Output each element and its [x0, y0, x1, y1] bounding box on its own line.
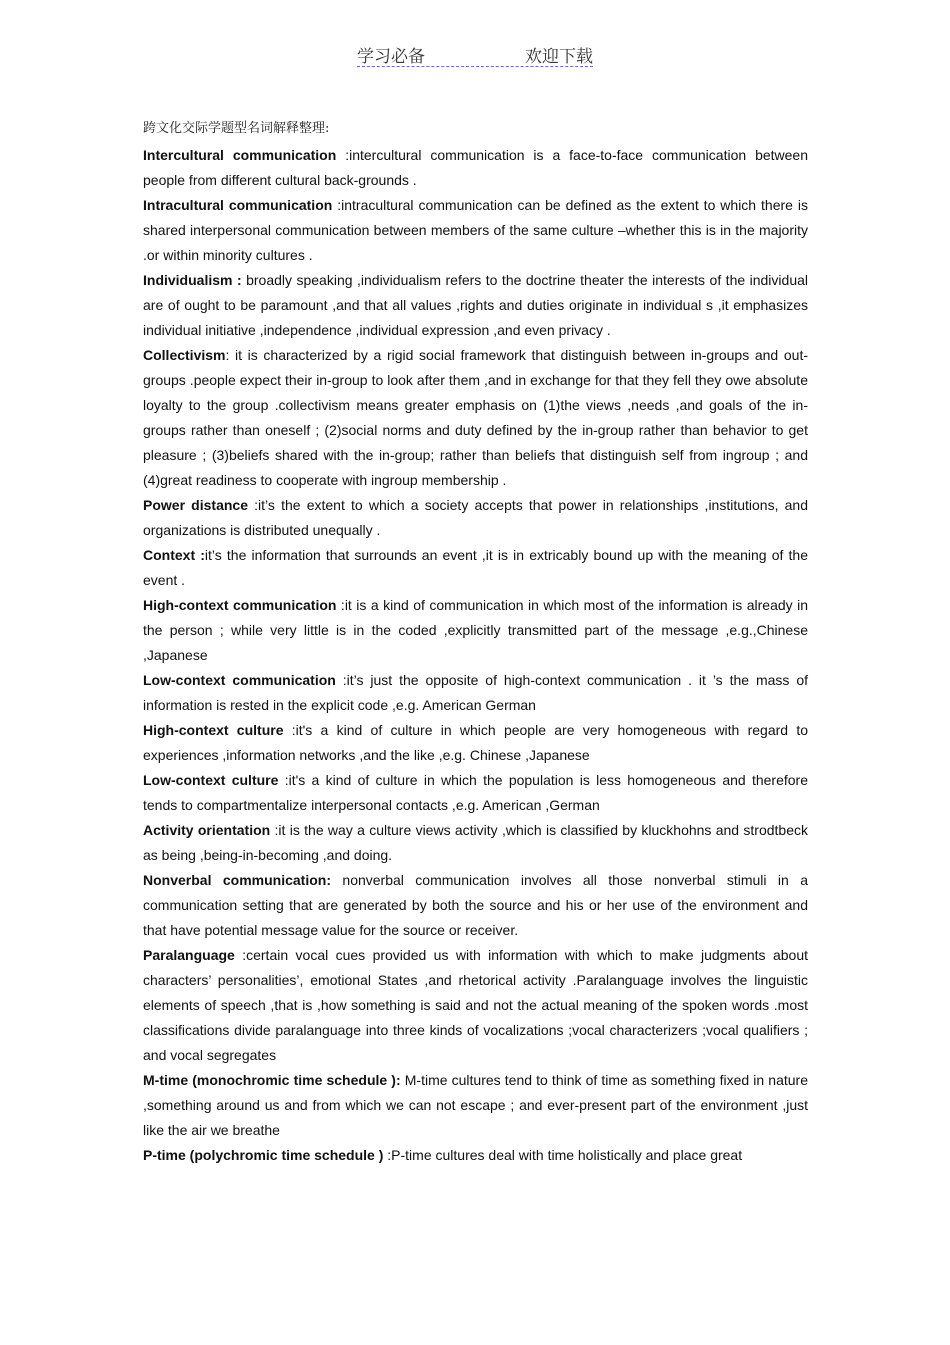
glossary-entry-context [143, 543, 808, 593]
glossary-entry-power-distance [143, 493, 808, 543]
glossary-term: Paralanguage [143, 947, 235, 963]
glossary-definition: it’s the information that surrounds an event ,it is in extricably bound up with the meaning of the event . [143, 547, 808, 588]
glossary-entry-activity-orientation [143, 818, 808, 868]
glossary-entry-high-context-culture [143, 718, 808, 768]
glossary-term: Context : [143, 547, 205, 563]
glossary-term: P-time (polychromic time schedule ) [143, 1147, 384, 1163]
glossary-definition: M-time cultures tend to think of time as something fixed in nature ,something around us and from which we can not escape ; and ever-present part of the environment ,just like the air we breathe [143, 1072, 808, 1138]
glossary-definition: :P-time cultures deal with time holistically and place great [383, 1147, 743, 1163]
glossary-term: Collectivism [143, 347, 226, 363]
glossary-term: Intercultural communication [143, 147, 337, 163]
document-body [143, 116, 808, 1168]
glossary-definition: :intercultural communication is a face-to-face communication between people from different cultural back-grounds . [143, 147, 808, 188]
glossary-definition: :it's a kind of culture in which people are very homogeneous with regard to experiences ,information networks ,and the like ,e.g. Chinese ,Japanese [143, 722, 808, 763]
header-right-text: 欢迎下载 [525, 47, 593, 67]
header-left-text: 学习必备 [357, 47, 425, 67]
glossary-definition: nonverbal communication involves all those nonverbal stimuli in a communication setting that are generated by both the source and his or her use of the environment and that have potential message value for the source or receiver. [143, 872, 809, 938]
page-header [357, 40, 593, 67]
glossary-term: Nonverbal communication: [143, 872, 331, 888]
glossary-definition: :it is the way a culture views activity ,which is classified by kluckhohns and strodtbeck as being ,being-in-becoming ,and doing. [143, 822, 808, 863]
glossary-term: Individualism : [143, 272, 242, 288]
glossary-entry-p-time [143, 1143, 808, 1168]
glossary-definition: :it’s just the opposite of high-context communication . it ’s the mass of information is rested in the explicit code ,e.g. American German [143, 672, 808, 713]
glossary-entry-intracultural-communication [143, 193, 808, 268]
glossary-entry-low-context-culture [143, 768, 808, 818]
glossary-term: Low-context communication [143, 672, 336, 688]
glossary-definition: :it’s the extent to which a society accepts that power in relationships ,institutions, and organizations is distributed unequally . [143, 497, 809, 538]
glossary-entry-paralanguage [143, 943, 808, 1068]
glossary-definition: :it's a kind of culture in which the population is less homogeneous and therefore tends to compartmentalize interpersonal contacts ,e.g. American ,German [143, 772, 808, 813]
glossary-entry-nonverbal-communication [143, 868, 808, 943]
glossary-entry-individualism [143, 268, 808, 343]
glossary-term: Low-context culture [143, 772, 279, 788]
glossary-entry-collectivism [143, 343, 808, 493]
glossary-entry-high-context-communication [143, 593, 808, 668]
document-title: 跨文化交际学题型名词解释整理: [143, 121, 330, 136]
glossary-definition: :certain vocal cues provided us with information with which to make judgments about characters’ personalities’, emotional States ,and rhetorical activity .Paralanguage involves the linguistic elements of speech ,that is ,how something is said and not the actual meaning of the spoken words .most classifications divide paralanguage into three kinds of vocalizations ;vocal characterizers ;vocal qualifiers ; and vocal segregates [143, 947, 808, 1063]
glossary-entry-m-time [143, 1068, 808, 1143]
glossary-entry-low-context-communication [143, 668, 808, 718]
glossary-term: Activity orientation [143, 822, 271, 838]
glossary-term: High-context culture [143, 722, 284, 738]
glossary-definition: :it is a kind of communication in which most of the information is already in the person ; while very little is in the coded ,explicitly transmitted part of the message ,e.g.,Chinese ,Japanese [143, 597, 808, 663]
glossary-term: Power distance [143, 497, 248, 513]
glossary-entry-intercultural-communication [143, 143, 808, 193]
glossary-term: Intracultural communication [143, 197, 333, 213]
glossary-term: High-context communication [143, 597, 337, 613]
glossary-term: M-time (monochromic time schedule ): [143, 1072, 401, 1088]
glossary-definition: : it is characterized by a rigid social framework that distinguish between in-groups and out-groups .people expect their in-group to look after them ,and in exchange for that they fell they owe absolute loyalty to the group .collectivism means greater emphasis on (1)the views ,needs ,and goals of the in-groups rather than oneself ; (2)social norms and duty defined by the in-group rather than behavior to get pleasure ; (3)beliefs shared with the in-group; rather than beliefs that distinguish self from ingroup ; and (4)great readiness to cooperate with ingroup membership . [143, 347, 808, 488]
glossary-definition: broadly speaking ,individualism refers to the doctrine theater the interests of the individual are of ought to be paramount ,and that all values ,rights and duties originate in individual s ,it emphasizes individual initiative ,independence ,individual expression ,and even privacy . [143, 272, 808, 338]
glossary-definition: :intracultural communication can be defined as the extent to which there is shared interpersonal communication between members of the same culture –whether this is in the majority .or within minority cultures . [143, 197, 808, 263]
